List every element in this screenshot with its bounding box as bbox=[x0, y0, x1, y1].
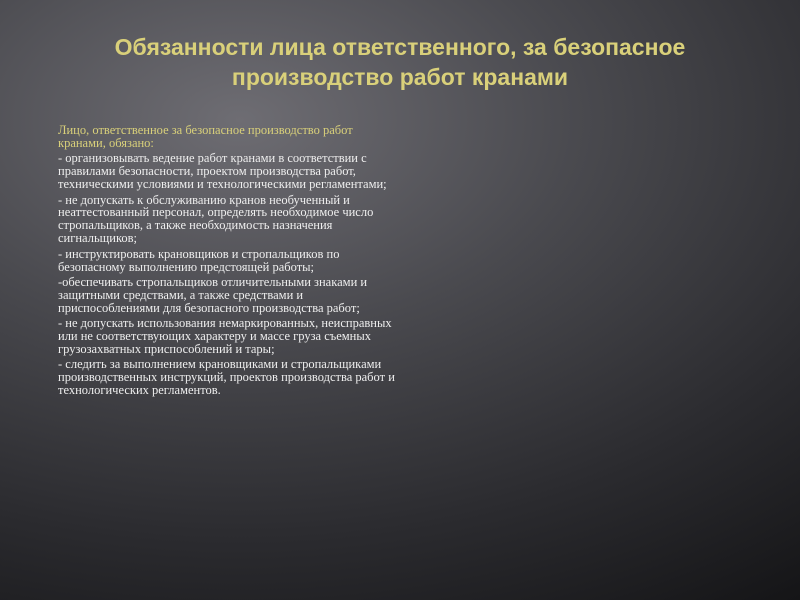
slide-title-line-2: производство работ кранами bbox=[231, 64, 569, 90]
slide-title-line-1: Обязанности лица ответственного, за безопасное bbox=[114, 34, 686, 60]
duty-item-6: - следить за выполнением крановщиками и стропальщиками производственных инструкций, проектов производства работ и технологических регламентов. bbox=[58, 357, 395, 398]
intro-paragraph: Лицо, ответственное за безопасное производство работ кранами, обязано: bbox=[58, 123, 353, 150]
duty-item-4: -обеспечивать стропальщиков отличительными знаками и защитными средствами, а также средствами и приспособлениями для безопасного производства работ; bbox=[58, 274, 368, 315]
duty-item-5: - не допускать использования немаркированных, неисправных или не соответствующих характеру и массе груза съемных грузозахватных приспособлений и тары; bbox=[58, 316, 392, 356]
duty-item-1: - организовывать ведение работ кранами в соответствии с правилами безопасности, проектом производства работ, техническими условиями и технологическими регламентами; bbox=[58, 151, 387, 192]
duty-item-2: - не допускать к обслуживанию кранов необученный и неаттестованный персонал, определять необходимое число стропальщиков, а также необходимость назначения сигнальщиков; bbox=[58, 192, 374, 246]
slide-body bbox=[58, 124, 398, 400]
slide-title bbox=[20, 32, 780, 92]
duty-item-3: - инструктировать крановщиков и стропальщиков по безопасному выполнению предстоящей работы; bbox=[58, 246, 340, 274]
